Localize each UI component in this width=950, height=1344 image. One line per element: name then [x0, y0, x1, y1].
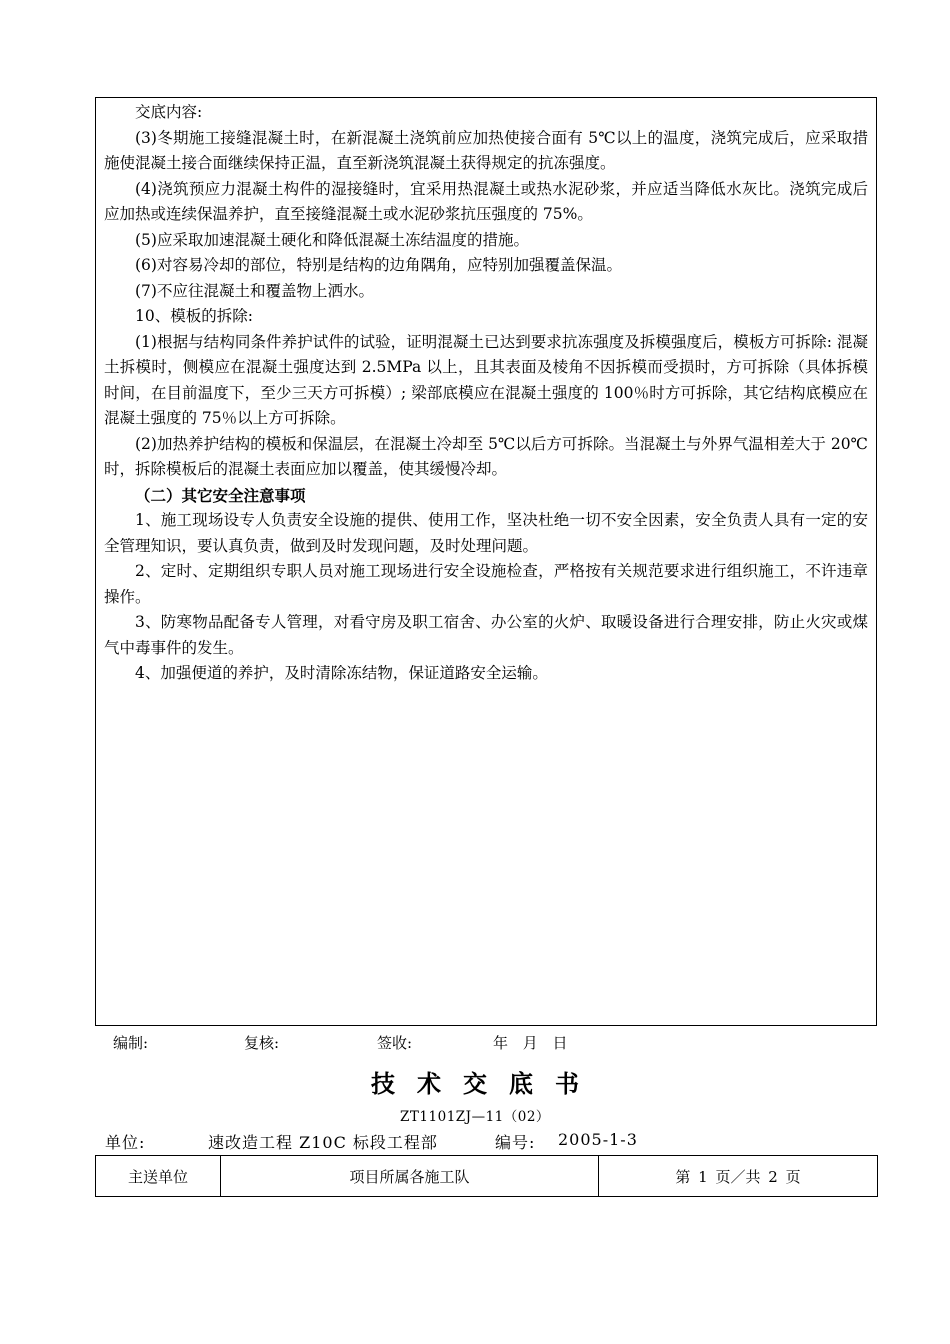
content-body — [104, 100, 868, 687]
unit-value: 速改造工程 Z10C 标段工程部 — [208, 1133, 438, 1152]
doc-title: 技术交底书 — [371, 1069, 601, 1098]
prepared-label: 编制: — [113, 1034, 149, 1052]
content-box — [95, 97, 877, 1026]
safety-item-1: 1、施工现场设专人负责安全设施的提供、使用工作，坚决杜绝一切不安全因素，安全负责人具有一定的安全管理知识，要认真负责，做到及时发现问题，及时处理问题。 — [104, 511, 868, 555]
date-label: 年 月 日 — [493, 1034, 568, 1052]
number-value: 2005-1-3 — [558, 1130, 638, 1149]
paragraph-5: (5)应采取加速混凝土硬化和降低混凝土冻结温度的措施。 — [135, 230, 529, 249]
received-label: 签收: — [377, 1034, 413, 1052]
unit-label: 单位: — [105, 1133, 146, 1152]
number-label: 编号: — [495, 1133, 536, 1152]
section-heading: （二）其它安全注意事项 — [135, 485, 306, 505]
formwork-heading: 10、模板的拆除: — [135, 307, 253, 325]
paragraph-6: (6)对容易冷却的部位，特别是结构的边角隅角，应特别加强覆盖保温。 — [135, 256, 622, 274]
paragraph-4: (4)浇筑预应力混凝土构件的湿接缝时，宜采用热混凝土或热水泥砂浆，并应适当降低水灰比。浇筑完成后应加热或连续保温养护，直至接缝混凝土或水泥砂浆抗压强度的 75%。 — [104, 179, 868, 223]
footer-table — [95, 1155, 878, 1197]
doc-code: ZT1101ZJ—11（02） — [400, 1109, 550, 1125]
send-label: 主送单位 — [96, 1156, 221, 1197]
safety-item-2: 2、定时、定期组织专职人员对施工现场进行安全设施检查，严格按有关规范要求进行组织施工，不许违章操作。 — [104, 562, 868, 606]
reviewed-label: 复核: — [244, 1034, 280, 1052]
safety-item-4: 4、加强便道的养护，及时清除冻结物，保证道路安全运输。 — [135, 664, 548, 682]
safety-item-3: 3、防寒物品配备专人管理，对看守房及职工宿舍、办公室的火炉、取暖设备进行合理安排，防止火灾或煤气中毒事件的发生。 — [104, 613, 868, 657]
content-intro: 交底内容: — [135, 103, 203, 121]
formwork-item-2: (2)加热养护结构的模板和保温层，在混凝土冷却至 5℃以后方可拆除。当混凝土与外界气温相差大于 20℃时，拆除模板后的混凝土表面应加以覆盖，使其缓慢冷却。 — [104, 434, 868, 478]
send-value: 项目所属各施工队 — [221, 1156, 599, 1197]
formwork-item-1: (1)根据与结构同条件养护试件的试验，证明混凝土已达到要求抗冻强度及拆模强度后，模板方可拆除: 混凝土拆模时，侧模应在混凝土强度达到 2.5MPa 以上，且其表面及棱角不因拆模而受损时，方可拆除（具体拆模时间，在目前温度下，至少三天方可拆模）; 梁部底模应在混凝土强度的 100％时方可拆除，其它结构底模应在混凝土强度的 75％以上方可拆除。 — [104, 332, 868, 427]
page-info: 第 1 页／共 2 页 — [599, 1156, 878, 1197]
paragraph-7: (7)不应往混凝土和覆盖物上洒水。 — [135, 281, 374, 300]
paragraph-3: (3)冬期施工接缝混凝土时，在新混凝土浇筑前应加热使接合面有 5℃以上的温度，浇筑完成后，应采取措施使混凝土接合面继续保持正温，直至新浇筑混凝土获得规定的抗冻强度。 — [104, 128, 868, 172]
